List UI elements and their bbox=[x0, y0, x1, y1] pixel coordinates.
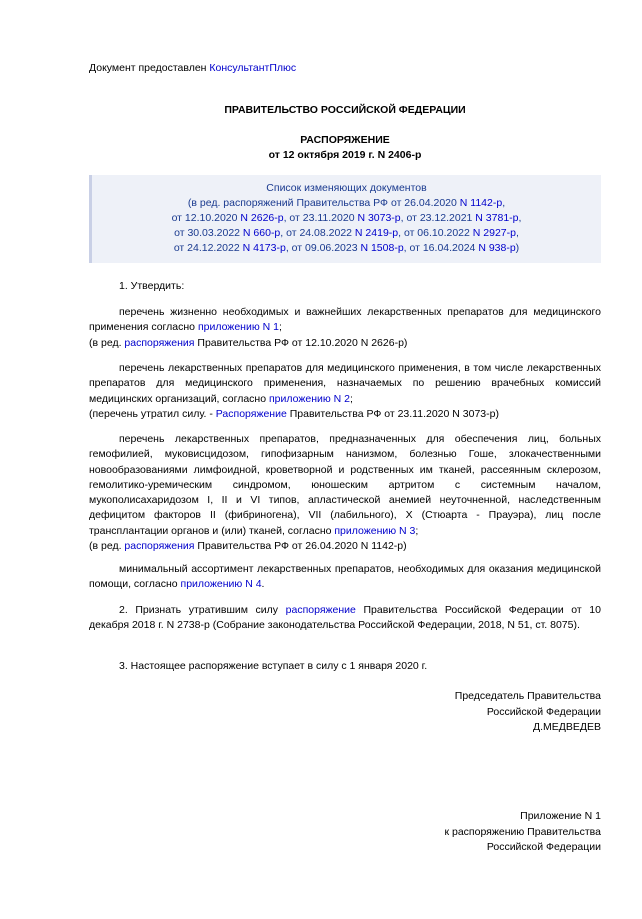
consultantplus-link[interactable]: КонсультантПлюс bbox=[209, 62, 297, 74]
amendment-link[interactable]: N 4173-р bbox=[242, 242, 286, 254]
amendment-link[interactable]: N 1508-р bbox=[360, 242, 404, 254]
signature-position: Председатель Правительства bbox=[454, 690, 601, 702]
amendments-line-1: (в ред. распоряжений Правительства РФ от 26.04.2020 N 1142-р, bbox=[187, 197, 506, 209]
document-date: от 12 октября 2019 г. N 2406-р bbox=[268, 149, 422, 161]
signature-name: Д.МЕДВЕДЕВ bbox=[532, 721, 601, 733]
clause-3: 3. Настоящее распоряжение вступает в силу с 1 января 2020 г. bbox=[119, 660, 428, 672]
appendix-3-link[interactable]: приложению N 3 bbox=[334, 524, 416, 537]
provided-by-line bbox=[89, 62, 296, 74]
amendment-link[interactable]: N 2626-р bbox=[240, 212, 284, 224]
appendix-heading bbox=[444, 809, 601, 856]
amendment-link[interactable]: Распоряжение bbox=[215, 407, 287, 420]
appendix-country: Российской Федерации bbox=[486, 841, 601, 853]
appendix-number: Приложение N 1 bbox=[520, 810, 601, 822]
amendment-link[interactable]: N 660-р bbox=[242, 227, 281, 239]
signature-block bbox=[455, 689, 601, 736]
document-type: РАСПОРЯЖЕНИЕ bbox=[300, 134, 390, 146]
amendments-heading: Список изменяющих документов bbox=[266, 182, 427, 194]
edition-note: (в ред. распоряжения Правительства РФ от 12.10.2020 N 2626-р) bbox=[89, 336, 408, 349]
amendment-link[interactable]: N 3781-р bbox=[475, 212, 519, 224]
appendix-1-link[interactable]: приложению N 1 bbox=[197, 321, 279, 334]
amendment-link[interactable]: N 938-р bbox=[478, 242, 516, 254]
edition-note: (в ред. распоряжения Правительства РФ от 26.04.2020 N 1142-р) bbox=[89, 540, 407, 553]
amendment-link[interactable]: N 1142-р bbox=[459, 197, 503, 209]
clause-1: 1. Утвердить: bbox=[119, 280, 185, 292]
edition-note: (перечень утратил силу. - Распоряжение Правительства РФ от 23.11.2020 N 3073-р) bbox=[89, 407, 499, 420]
amendments-box bbox=[89, 175, 601, 263]
appendix-4-link[interactable]: приложению N 4 bbox=[180, 578, 262, 591]
amendment-link[interactable]: распоряжения bbox=[124, 540, 195, 553]
list-item-1: перечень жизненно необходимых и важнейших лекарственных препаратов для медицинского применения согласно приложению N 1; (в ред. распоряжения Правительства РФ от 12.10.2020 N 2626-р) bbox=[89, 305, 601, 351]
government-heading: ПРАВИТЕЛЬСТВО РОССИЙСКОЙ ФЕДЕРАЦИИ bbox=[224, 104, 466, 116]
list-item-3: перечень лекарственных препаратов, предназначенных для обеспечения лиц, больных гемофилией, муковисцидозом, гипофизарным нанизмом, болезнью Гоше, злокачественными новообразованиями лимфоидной, кроветворной и родственных им тканей, рассеянным склерозом, гемолитико-уремическим синдромом, юношеским артритом с системным началом, мукополисахаридозом I, II и VI типов, апластической анемией неуточненной, наследственным дефицитом факторов II (фибриногена), VII (лабильного), X (Стюарта - Прауэра), лиц после трансплантации органов и (или) тканей, согласно приложению N 3; (в ред. распоряжения Правительства РФ от 26.04.2020 N 1142-р) bbox=[89, 432, 601, 554]
amendments-line-3: от 30.03.2022 N 660-р, от 24.08.2022 N 2419-р, от 06.10.2022 N 2927-р, bbox=[174, 227, 519, 239]
repealed-order-link[interactable]: распоряжение bbox=[285, 604, 356, 616]
signature-country: Российской Федерации bbox=[486, 705, 601, 718]
amendments-line-2: от 12.10.2020 N 2626-р, от 23.11.2020 N 3073-р, от 23.12.2021 N 3781-р, bbox=[171, 212, 522, 224]
list-item-4: минимальный ассортимент лекарственных препаратов, необходимых для оказания медицинской помощи, согласно приложению N 4. bbox=[89, 563, 601, 591]
amendment-link[interactable]: распоряжения bbox=[124, 336, 195, 349]
amendment-link[interactable]: N 2927-р bbox=[472, 227, 516, 239]
appendix-reference: к распоряжению Правительства bbox=[444, 825, 601, 838]
amendments-line-4: от 24.12.2022 N 4173-р, от 09.06.2023 N 1508-р, от 16.04.2024 N 938-р) bbox=[173, 242, 520, 254]
provided-by-text: Документ предоставлен bbox=[89, 62, 210, 74]
appendix-2-link[interactable]: приложению N 2 bbox=[268, 392, 350, 405]
amendment-link[interactable]: N 2419-р bbox=[354, 227, 399, 239]
amendment-link[interactable]: N 3073-р bbox=[357, 212, 401, 224]
list-item-2: перечень лекарственных препаратов для медицинского применения, в том числе лекарственных препаратов для медицинского применения, назначаемых по решению врачебных комиссий медицинских организаций, согласно приложению N 2; (перечень утратил силу. - Распоряжение Правительства РФ от 23.11.2020 N 3073-р) bbox=[89, 361, 601, 422]
clause-2: 2. Признать утратившим силу распоряжение Правительства Российской Федерации от 10 декабря 2018 г. N 2738-р (Собрание законодательства Российской Федерации, 2018, N 51, ст. 8075). bbox=[89, 604, 601, 632]
